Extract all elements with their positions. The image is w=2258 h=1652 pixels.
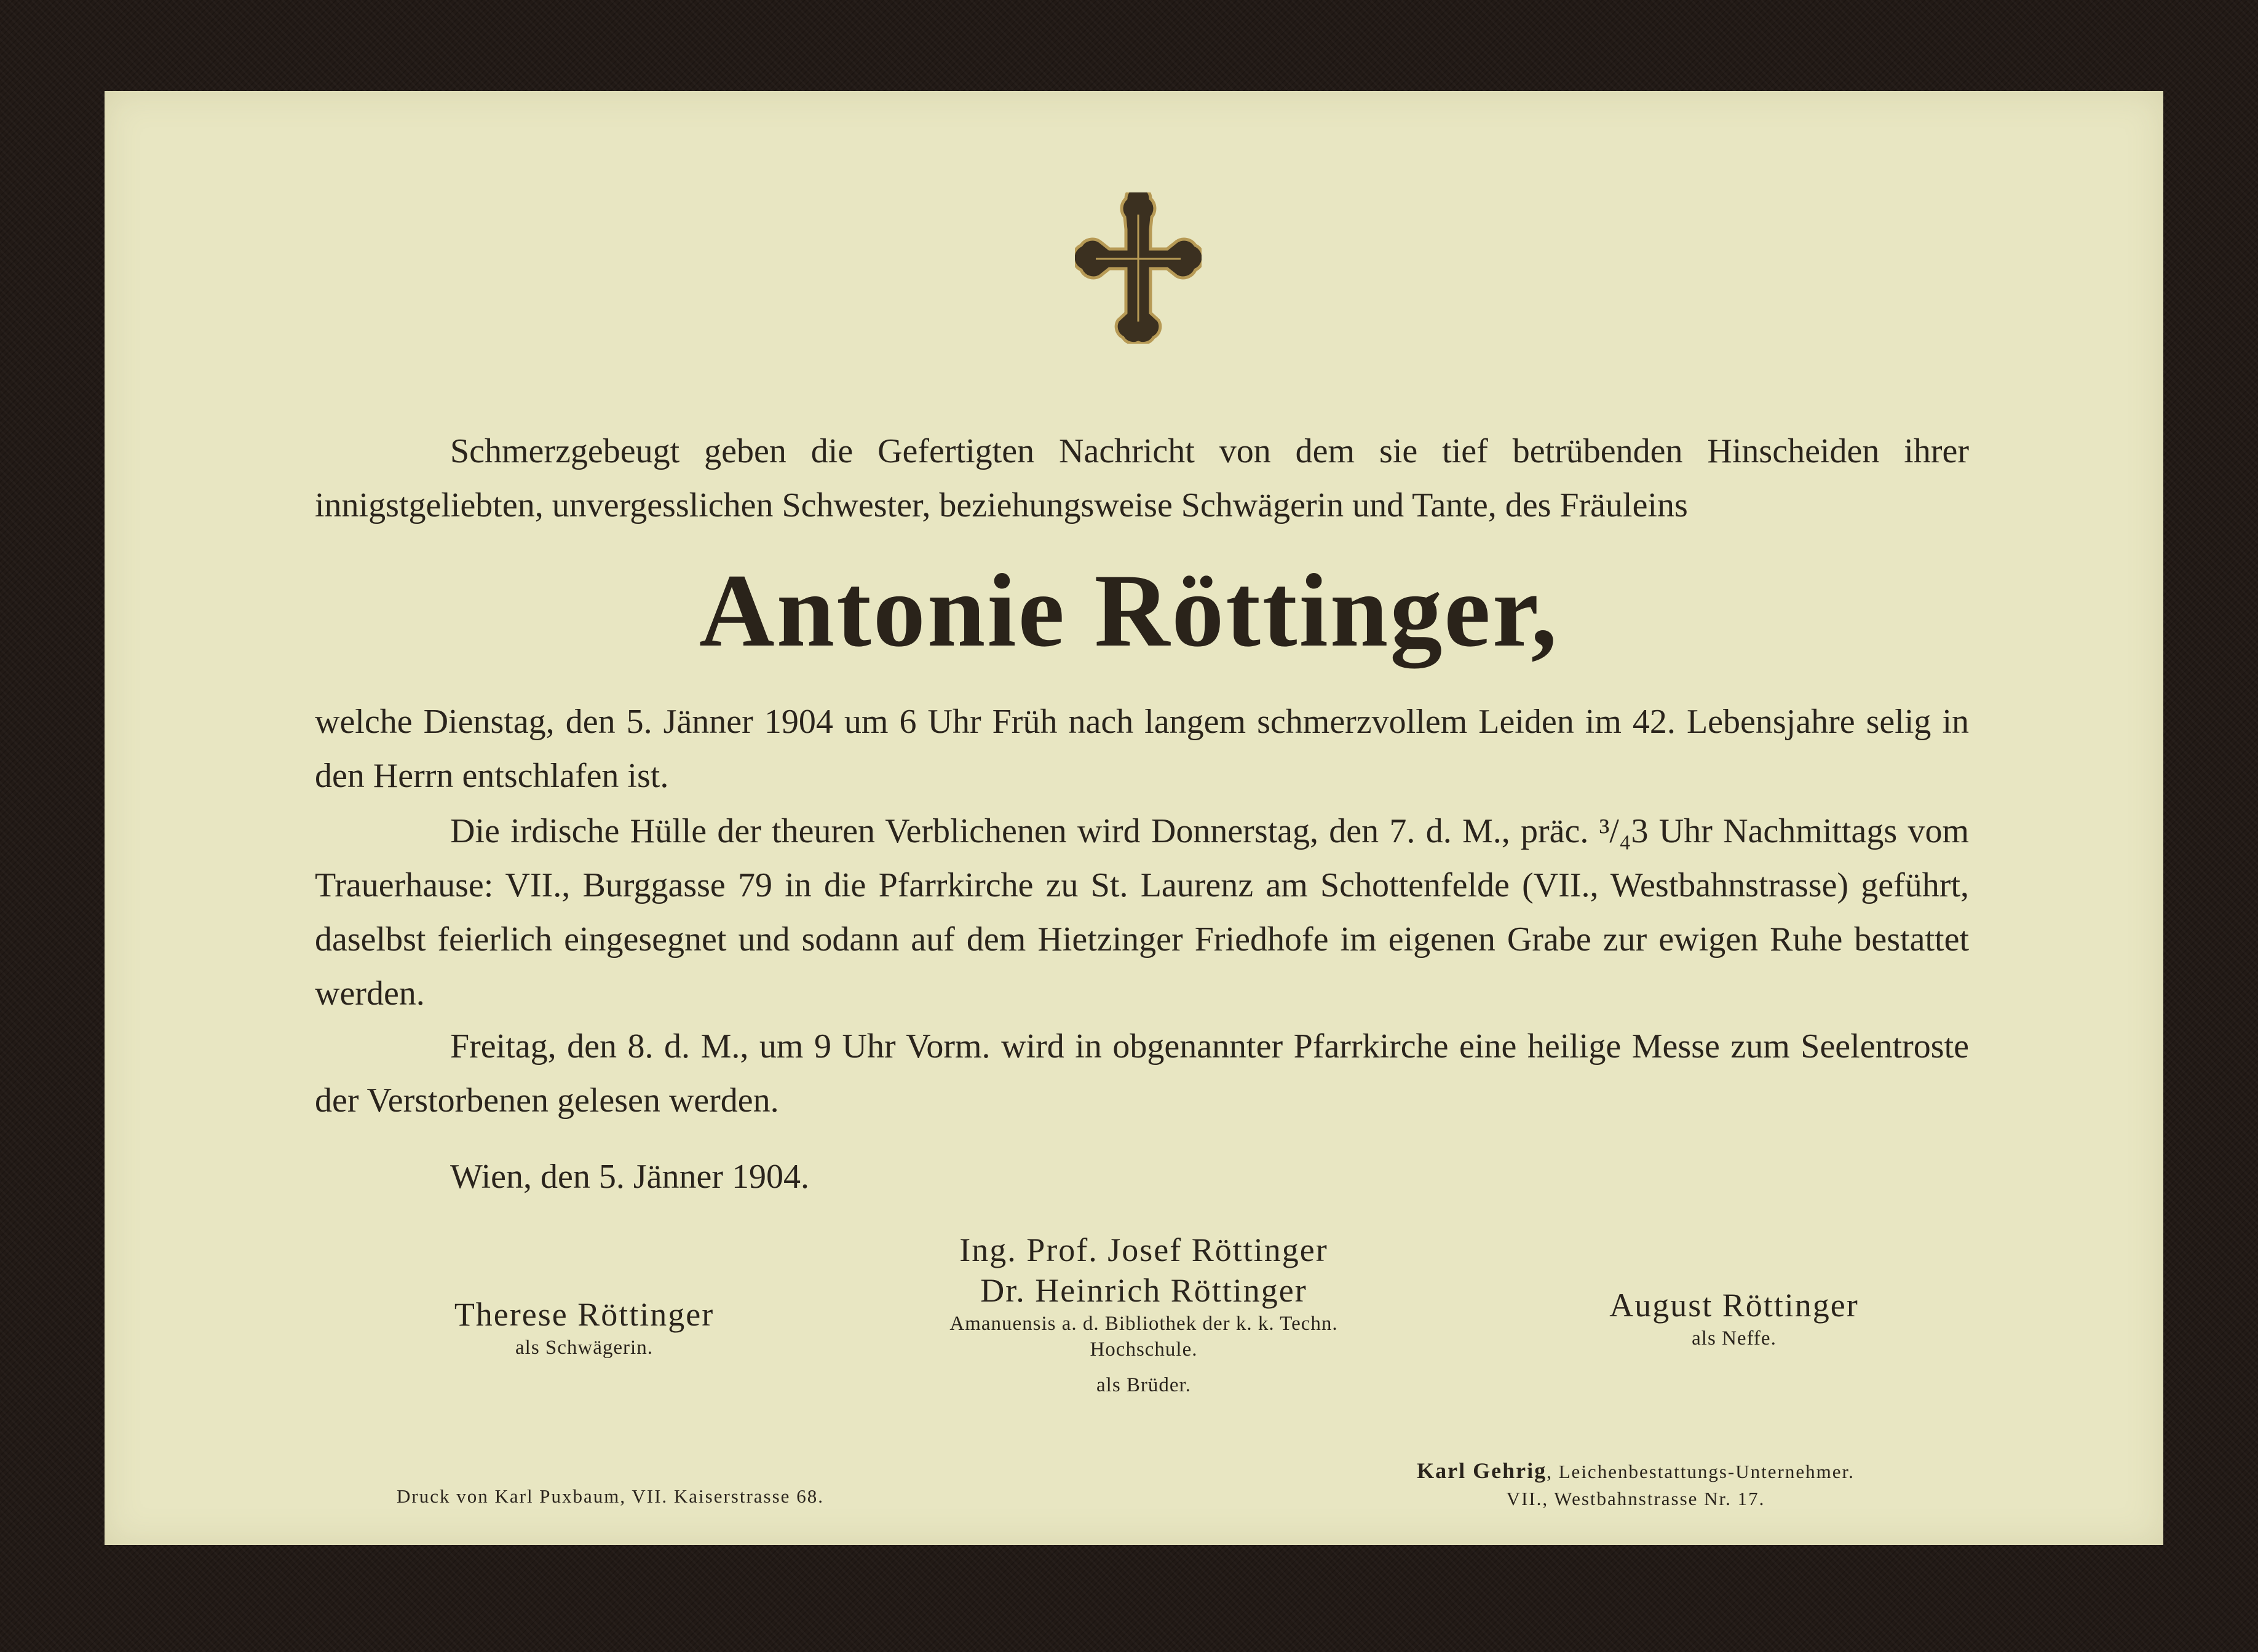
signatory-name: Ing. Prof. Josef Röttinger [959,1231,1328,1268]
funeral-details-paragraph: Die irdische Hülle der theuren Verblichenen wird Donnerstag, den 7. d. M., präc. ³/₄3 Uhr Nachmittags vom Trauerhause: VII., Burggasse 79 in die Pfarrkirche zu St. Laurenz am Schottenfelde (VII., Westbahnstrasse) geführt, daselbst feierlich eingesegnet und sodann auf dem Hietzinger Friedhofe im eigenen Grabe zur ewigen Ruhe bestattet werden. [315,812,1969,1013]
death-details-paragraph: welche Dienstag, den 5. Jänner 1904 um 6 Uhr Früh nach langem schmerzvollem Leiden im 42. Lebensjahre selig in den Herrn entschlafen ist. [315,703,1969,795]
signatory-center [849,1230,1439,1398]
place-and-date: Wien, den 5. Jänner 1904. [450,1158,810,1196]
printer-credit: Druck von Karl Puxbaum, VII. Kaiserstrasse 68. [397,1485,824,1507]
deceased-name: Antonie Röttinger, [699,553,1559,668]
mass-details-paragraph: Freitag, den 8. d. M., um 9 Uhr Vorm. wird in obgenannter Pfarrkirche eine heilige Messe zum Seelentroste der Verstorbenen gelesen werden. [315,1027,1969,1120]
undertaker-address: VII., Westbahnstrasse Nr. 17. [1506,1488,1765,1509]
signatory-role: als Schwägerin. [515,1337,653,1359]
undertaker-credit [1328,1457,1943,1512]
signatory-note: Amanuensis a. d. Bibliothek der k. k. Techn. Hochschule. [949,1313,1338,1361]
signatory-name: Therese Röttinger [454,1296,715,1333]
signatory-role: als Brüder. [1096,1374,1191,1396]
cross-icon [1075,192,1202,344]
undertaker-title: , Leichenbestattungs-Unternehmer. [1547,1461,1855,1482]
signatory-name: Dr. Heinrich Röttinger [980,1272,1307,1309]
signatory-left [369,1294,799,1361]
signatory-role: als Neffe. [1692,1327,1777,1350]
announcement-paragraph: Schmerzgebeugt geben die Gefertigten Nachricht von dem sie tief betrübenden Hinscheiden ihrer innigstgeliebten, unvergesslichen Schwester, beziehungsweise Schwägerin und Tante, des Fräuleins [315,432,1969,524]
signatory-name: August Röttinger [1609,1287,1859,1324]
undertaker-name: Karl Gehrig [1417,1458,1547,1483]
signatory-right [1525,1285,1943,1351]
